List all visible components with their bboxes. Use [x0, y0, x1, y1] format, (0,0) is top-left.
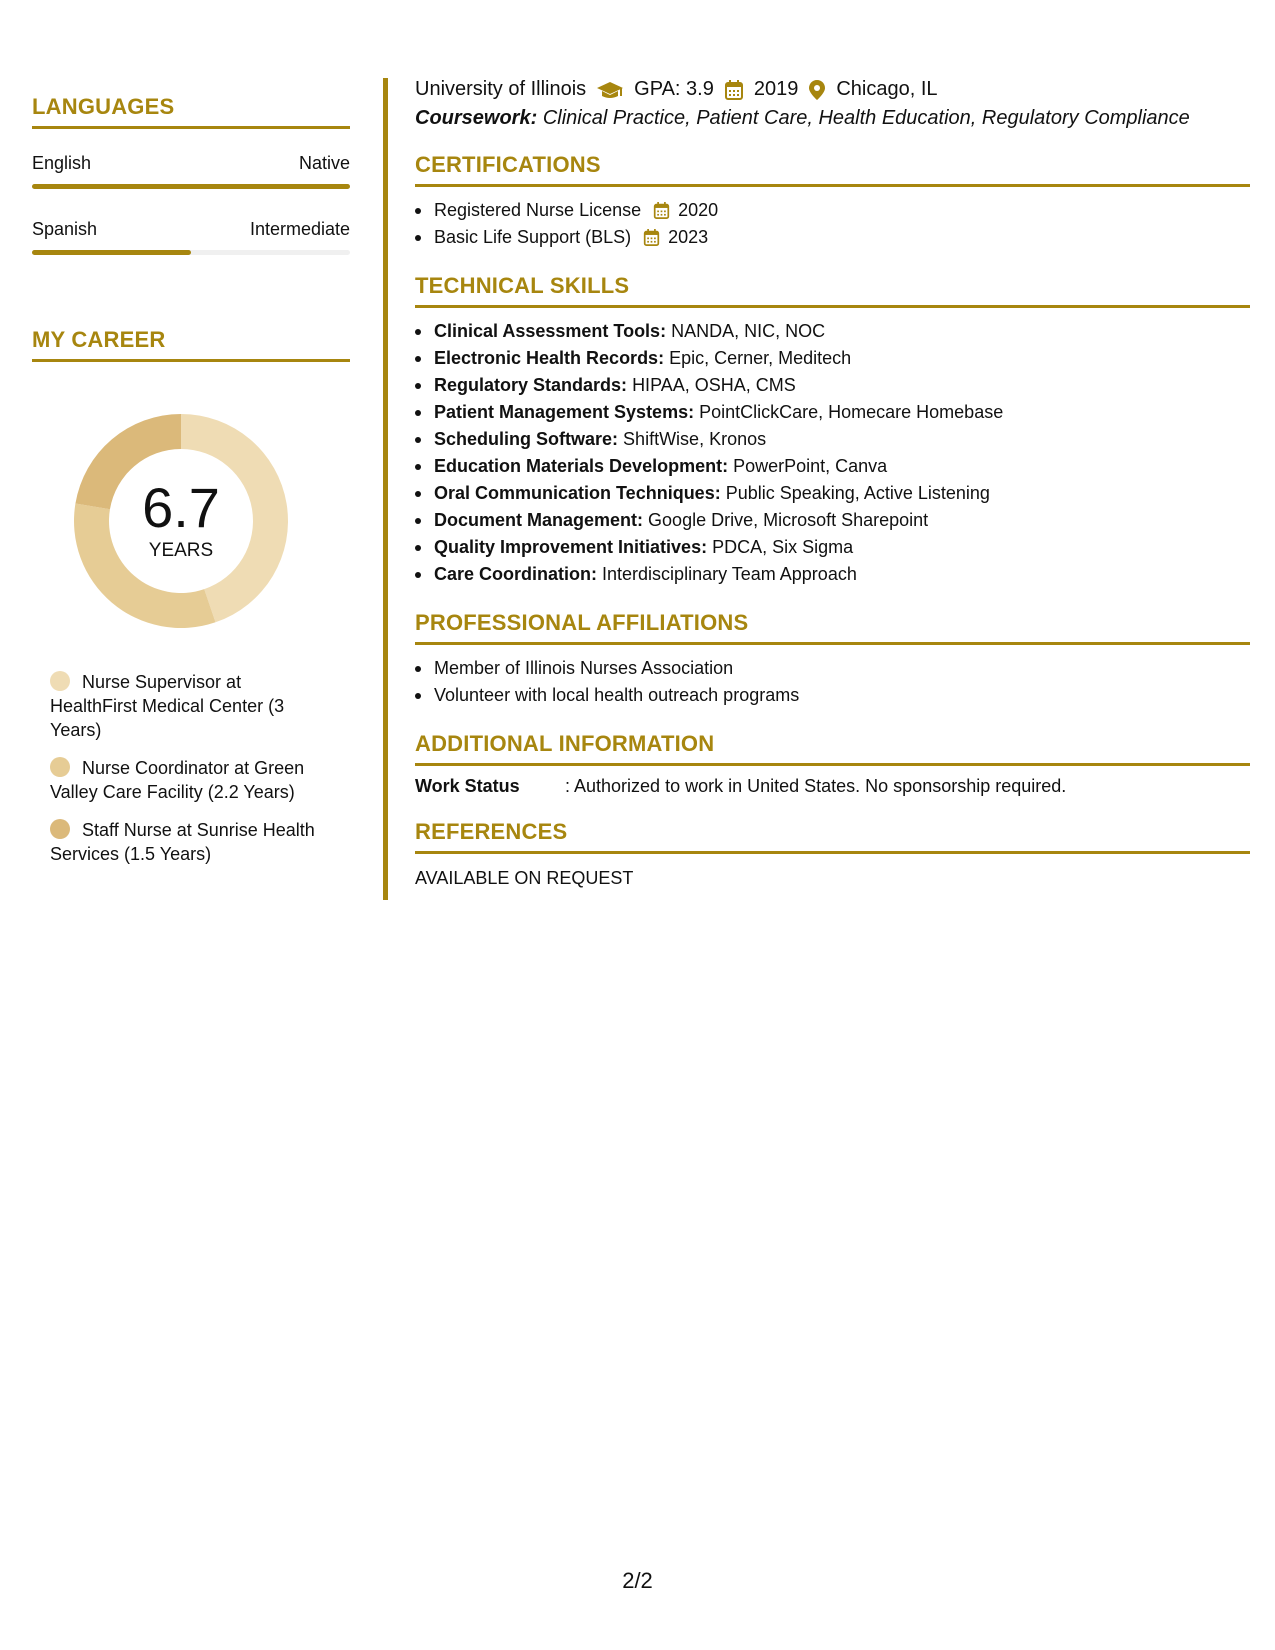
skill-label: Regulatory Standards: — [434, 375, 628, 395]
career-total-value: 6.7 — [142, 476, 220, 539]
references-title: REFERENCES — [415, 819, 568, 844]
technical-skills-list — [415, 318, 1250, 588]
certification-name: Registered Nurse License — [434, 200, 642, 220]
additional-info-section — [415, 731, 1250, 797]
certifications-section — [415, 152, 1250, 251]
skill-label: Care Coordination: — [434, 564, 598, 584]
references-rule — [415, 851, 1250, 854]
left-column — [32, 94, 350, 880]
skill-label: Scheduling Software: — [434, 429, 619, 449]
list-item — [415, 372, 1250, 399]
right-column — [415, 78, 1250, 889]
graduation-cap-icon — [596, 80, 624, 100]
coursework-text: Clinical Practice, Patient Care, Health Education, Regulatory Compliance — [542, 107, 1190, 129]
affiliations-section — [415, 610, 1250, 709]
legend-swatch — [50, 671, 70, 691]
skill-label: Oral Communication Techniques: — [434, 483, 721, 503]
list-item — [415, 426, 1250, 453]
legend-item — [50, 818, 320, 866]
coursework-line — [415, 107, 1250, 130]
affiliations-title: PROFESSIONAL AFFILIATIONS — [415, 610, 749, 635]
language-level: Intermediate — [249, 219, 350, 239]
languages-rule — [32, 126, 350, 129]
language-proficiency-bar — [32, 250, 350, 255]
skill-value: NANDA, NIC, NOC — [671, 321, 826, 341]
list-item: Volunteer with local health outreach programs — [415, 682, 1250, 709]
career-legend — [32, 670, 350, 866]
skill-label: Quality Improvement Initiatives: — [434, 537, 708, 557]
education-gpa: GPA: 3.9 — [634, 78, 714, 100]
work-status-label: Work Status — [415, 776, 520, 796]
list-item — [415, 561, 1250, 588]
skill-value: Google Drive, Microsoft Sharepoint — [648, 510, 929, 530]
career-donut-chart — [66, 406, 296, 636]
skill-label: Patient Management Systems: — [434, 402, 695, 422]
references-section — [415, 819, 1250, 889]
skill-value: ShiftWise, Kronos — [623, 429, 767, 449]
language-proficiency-fill — [32, 184, 350, 189]
education-year: 2019 — [753, 78, 799, 100]
skill-label: Clinical Assessment Tools: — [434, 321, 667, 341]
additional-info-rule — [415, 763, 1250, 766]
legend-item — [50, 756, 320, 804]
list-item — [415, 534, 1250, 561]
languages-title: LANGUAGES — [32, 94, 175, 119]
skill-value: PowerPoint, Canva — [733, 456, 888, 476]
work-status-row — [415, 776, 1250, 797]
career-total-unit: YEARS — [148, 540, 214, 561]
skill-label: Document Management: — [434, 510, 644, 530]
technical-skills-section — [415, 273, 1250, 588]
additional-info-title: ADDITIONAL INFORMATION — [415, 731, 715, 756]
certifications-list — [415, 197, 1250, 251]
calendar-icon — [724, 79, 744, 101]
affiliations-rule — [415, 642, 1250, 645]
certifications-rule — [415, 184, 1250, 187]
list-item — [415, 318, 1250, 345]
list-item — [415, 399, 1250, 426]
skill-value: HIPAA, OSHA, CMS — [632, 375, 796, 395]
technical-skills-rule — [415, 305, 1250, 308]
language-name: Spanish — [32, 219, 98, 239]
legend-swatch — [50, 757, 70, 777]
career-title: MY CAREER — [32, 327, 166, 352]
career-rule — [32, 359, 350, 362]
language-proficiency-fill — [32, 250, 191, 255]
language-proficiency-bar — [32, 184, 350, 189]
legend-swatch — [50, 819, 70, 839]
page-number: 2/2 — [622, 1568, 653, 1593]
technical-skills-title: TECHNICAL SKILLS — [415, 273, 630, 298]
skill-value: Public Speaking, Active Listening — [725, 483, 990, 503]
list-item: Member of Illinois Nurses Association — [415, 655, 1250, 682]
calendar-icon — [653, 201, 670, 220]
column-divider — [383, 78, 388, 900]
skill-value: Interdisciplinary Team Approach — [602, 564, 857, 584]
skill-value: Epic, Cerner, Meditech — [669, 348, 852, 368]
education-location: Chicago, IL — [836, 78, 938, 100]
education-line — [415, 78, 1250, 101]
map-pin-icon — [808, 79, 826, 101]
references-text: AVAILABLE ON REQUEST — [415, 868, 634, 888]
education-school: University of Illinois — [415, 78, 587, 100]
calendar-icon — [643, 228, 660, 247]
list-item — [415, 507, 1250, 534]
legend-item — [50, 670, 320, 742]
legend-label: Nurse Supervisor at HealthFirst Medical Center (3 Years) — [50, 672, 285, 740]
skill-label: Education Materials Development: — [434, 456, 729, 476]
language-level: Native — [298, 153, 350, 173]
work-status-value: : Authorized to work in United States. No sponsorship required. — [565, 776, 1067, 796]
list-item — [415, 197, 1250, 224]
certification-year: 2023 — [668, 227, 709, 247]
list-item — [415, 345, 1250, 372]
coursework-label: Coursework: — [415, 107, 538, 129]
certifications-title: CERTIFICATIONS — [415, 152, 601, 177]
certification-year: 2020 — [678, 200, 719, 220]
language-item — [32, 153, 350, 189]
list-item — [415, 224, 1250, 251]
skill-value: PointClickCare, Homecare Homebase — [699, 402, 1004, 422]
skill-value: PDCA, Six Sigma — [712, 537, 854, 557]
language-name: English — [32, 153, 92, 173]
certification-name: Basic Life Support (BLS) — [434, 227, 632, 247]
legend-label: Nurse Coordinator at Green Valley Care Facility (2.2 Years) — [50, 758, 305, 802]
legend-label: Staff Nurse at Sunrise Health Services (1.5 Years) — [50, 820, 315, 864]
list-item — [415, 453, 1250, 480]
affiliations-list — [415, 655, 1250, 709]
skill-label: Electronic Health Records: — [434, 348, 665, 368]
language-item — [32, 219, 350, 255]
list-item — [415, 480, 1250, 507]
